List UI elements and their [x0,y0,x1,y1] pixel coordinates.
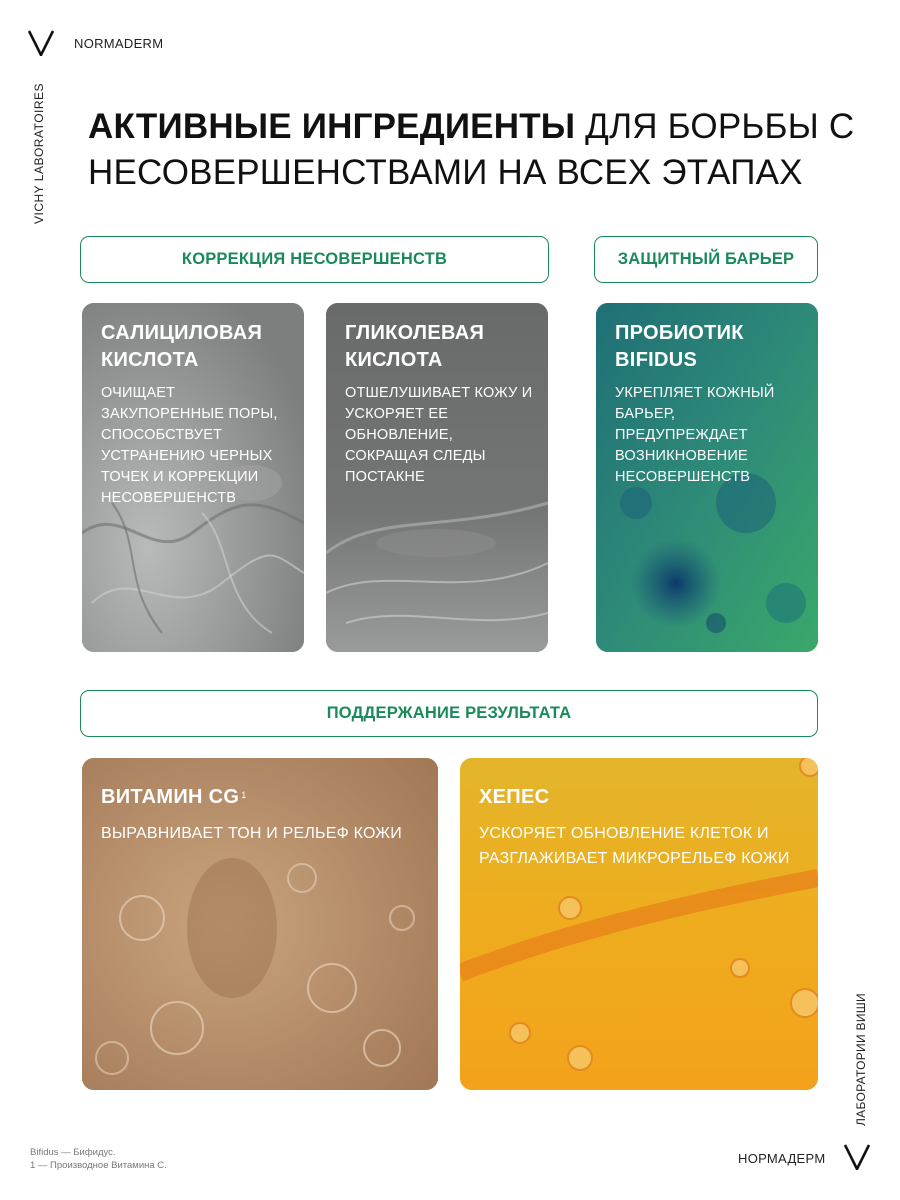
card-hepes-desc: УСКОРЯЕТ ОБНОВЛЕНИЕ КЛЕТОК И РАЗГЛАЖИВАЕТ МИКРОРЕЛЬЕФ КОЖИ [479,825,790,867]
card-glycolic-desc: ОТШЕЛУШИВАЕТ КОЖУ И УСКОРЯЕТ ЕЕ ОБНОВЛЕНИЕ, СОКРАЩАЯ СЛЕДЫ ПОСТАКНЕ [345,385,533,485]
footnote-bifidus: Bifidus — Бифидус. [30,1147,116,1158]
card-vitamin-title-text: ВИТАМИН CG [101,786,240,808]
card-probiotic-desc: УКРЕПЛЯЕТ КОЖНЫЙ БАРЬЕР, ПРЕДУПРЕЖДАЕТ ВОЗНИКНОВЕНИЕ НЕСОВЕРШЕНСТВ [615,385,775,485]
footnotes [30,1146,167,1172]
vichy-logo-bottom [844,1144,870,1170]
brand-vertical-left: VICHY LABORATOIRES [32,82,46,224]
card-probiotic [596,303,818,652]
headline-bold: АКТИВНЫЕ ИНГРЕДИЕНТЫ [88,107,576,146]
card-salicylic-acid [82,303,304,652]
page-headline [88,104,868,196]
card-salicylic-title: САЛИЦИЛОВАЯ КИСЛОТА [101,322,263,371]
card-glycolic-acid [326,303,548,652]
section-maintain-label: ПОДДЕРЖАНИЕ РЕЗУЛЬТАТА [80,690,818,737]
section-correction-label: КОРРЕКЦИЯ НЕСОВЕРШЕНСТВ [80,236,549,283]
card-vitamin-title [101,784,424,811]
section-barrier-label: ЗАЩИТНЫЙ БАРЬЕР [594,236,818,283]
headline-rest: ДЛЯ БОРЬБЫ С НЕСОВЕРШЕНСТВАМИ НА ВСЕХ ЭТАПАХ [88,107,855,192]
card-vitamin-desc: ВЫРАВНИВАЕТ ТОН И РЕЛЬЕФ КОЖИ [101,825,402,842]
brand-vertical-right: ЛАБОРАТОРИИ ВИШИ [854,993,868,1126]
card-salicylic-desc: ОЧИЩАЕТ ЗАКУПОРЕННЫЕ ПОРЫ, СПОСОБСТВУЕТ УСТРАНЕНИЮ ЧЕРНЫХ ТОЧЕК И КОРРЕКЦИИ НЕСОВЕРШЕНСТВ [101,385,278,506]
vichy-logo-top [28,30,54,56]
footnote-marker: 1 [241,790,247,800]
card-probiotic-title: ПРОБИОТИК BIFIDUS [615,322,744,371]
product-line-name: NORMADERM [74,36,164,51]
card-hepes [460,758,818,1090]
product-line-name-ru: НОРМАДЕРМ [738,1151,826,1166]
footnote-vitamin: 1 — Производное Витамина С. [30,1160,167,1171]
card-glycolic-title: ГЛИКОЛЕВАЯ КИСЛОТА [345,322,485,371]
card-hepes-title: ХЕПЕС [479,786,550,808]
card-vitamin-cg [82,758,438,1090]
